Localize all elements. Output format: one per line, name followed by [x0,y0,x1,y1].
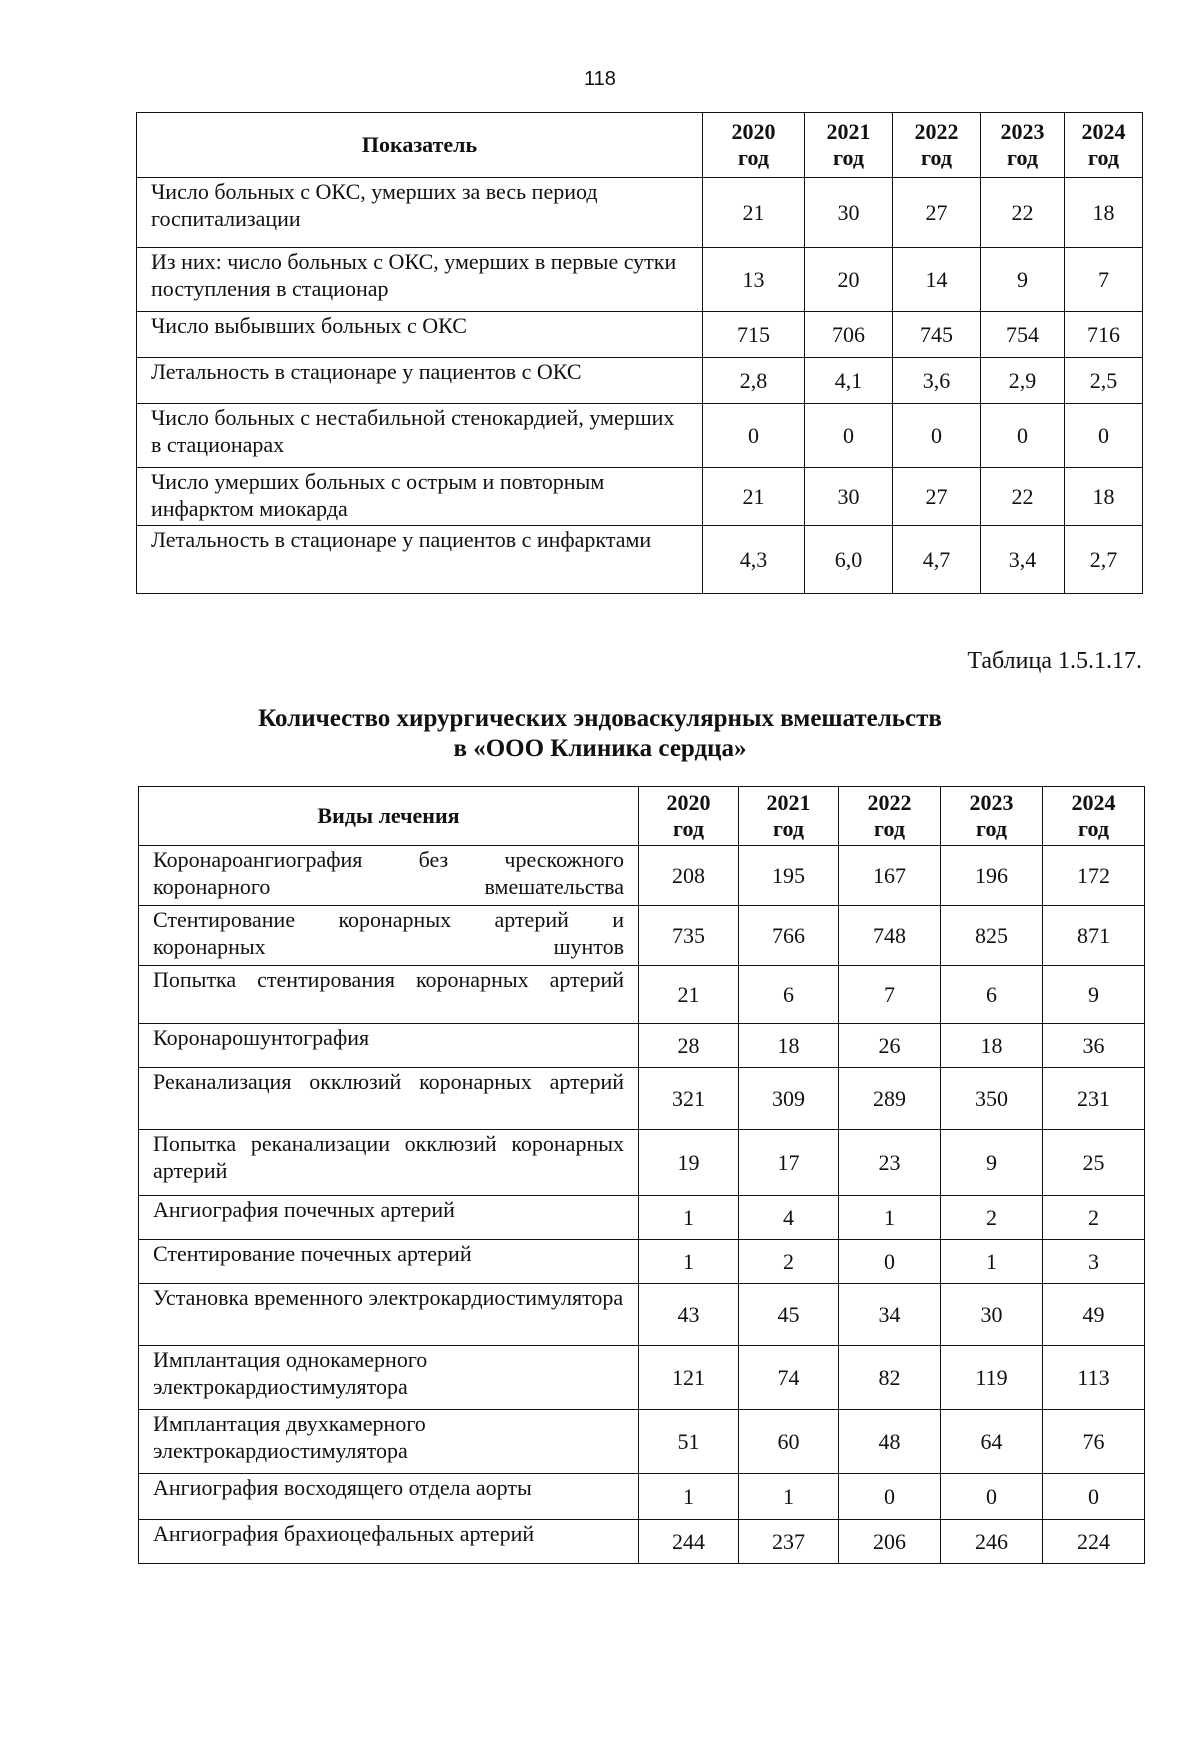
cell-value: 22 [981,178,1065,248]
table-row [139,1474,1145,1520]
table-row [139,1284,1145,1346]
cell-value: 18 [941,1024,1043,1068]
cell-value: 19 [639,1130,739,1196]
cell-value: 22 [981,468,1065,526]
cell-value: 0 [981,404,1065,468]
cell-value: 9 [981,248,1065,312]
header-year: 2023 год [981,113,1065,178]
row-label: Ангиография восходящего отдела аорты [139,1474,639,1520]
header-year: 2024 год [1065,113,1143,178]
row-label: Число выбывших больных с ОКС [137,312,703,358]
row-label: Летальность в стационаре у пациентов с инфарктами [137,526,703,594]
cell-value: 231 [1043,1068,1145,1130]
table-row [137,178,1143,248]
cell-value: 735 [639,906,739,966]
cell-value: 350 [941,1068,1043,1130]
cell-value: 0 [839,1474,941,1520]
cell-value: 119 [941,1346,1043,1410]
table-row [139,1346,1145,1410]
cell-value: 121 [639,1346,739,1410]
cell-value: 1 [639,1196,739,1240]
cell-value: 18 [1065,178,1143,248]
table-row [137,404,1143,468]
cell-value: 0 [805,404,893,468]
cell-value: 4,1 [805,358,893,404]
cell-value: 82 [839,1346,941,1410]
table-row [139,906,1145,966]
cell-value: 208 [639,846,739,906]
table-header-row [139,787,1145,846]
cell-value: 0 [703,404,805,468]
cell-value: 113 [1043,1346,1145,1410]
table-row [139,1024,1145,1068]
row-label: Из них: число больных с ОКС, умерших в первые сутки поступления в стационар [137,248,703,312]
cell-value: 206 [839,1520,941,1564]
cell-value: 7 [1065,248,1143,312]
cell-value: 60 [739,1410,839,1474]
row-label: Стентирование почечных артерий [139,1240,639,1284]
cell-value: 30 [805,468,893,526]
cell-value: 224 [1043,1520,1145,1564]
table-row [139,1240,1145,1284]
cell-value: 20 [805,248,893,312]
cell-value: 289 [839,1068,941,1130]
cell-value: 0 [893,404,981,468]
cell-value: 74 [739,1346,839,1410]
cell-value: 28 [639,1024,739,1068]
table-row [139,1130,1145,1196]
row-label: Попытка стентирования коронарных артерий [139,966,639,1024]
cell-value: 4,3 [703,526,805,594]
cell-value: 1 [639,1474,739,1520]
header-year: 2020 год [639,787,739,846]
table-row [139,1520,1145,1564]
header-year: 2023 год [941,787,1043,846]
cell-value: 3 [1043,1240,1145,1284]
cell-value: 715 [703,312,805,358]
cell-value: 25 [1043,1130,1145,1196]
cell-value: 51 [639,1410,739,1474]
cell-value: 1 [639,1240,739,1284]
cell-value: 2,8 [703,358,805,404]
page-number: 118 [584,68,616,90]
table-row [139,1410,1145,1474]
table-row [139,966,1145,1024]
table-header-row [137,113,1143,178]
row-label: Число умерших больных с острым и повторным инфарктом миокарда [137,468,703,526]
table-row [139,1068,1145,1130]
row-label: Установка временного электрокардиостимулятора [139,1284,639,1346]
cell-value: 309 [739,1068,839,1130]
cell-value: 3,6 [893,358,981,404]
table-row [137,312,1143,358]
table-row [137,358,1143,404]
cell-value: 18 [1065,468,1143,526]
row-label: Число больных с нестабильной стенокардией, умерших в стационарах [137,404,703,468]
row-label: Ангиография почечных артерий [139,1196,639,1240]
cell-value: 6 [739,966,839,1024]
cell-value: 2,5 [1065,358,1143,404]
cell-value: 172 [1043,846,1145,906]
row-label: Коронарошунтография [139,1024,639,1068]
cell-value: 49 [1043,1284,1145,1346]
cell-value: 2 [941,1196,1043,1240]
row-label: Стентирование коронарных артерий и коронарных шунтов [139,906,639,966]
cell-value: 9 [1043,966,1145,1024]
header-year: 2022 год [893,113,981,178]
row-label: Число больных с ОКС, умерших за весь период госпитализации [137,178,703,248]
cell-value: 2 [1043,1196,1145,1240]
cell-value: 14 [893,248,981,312]
cell-value: 1 [739,1474,839,1520]
cell-value: 30 [941,1284,1043,1346]
cell-value: 43 [639,1284,739,1346]
table-row [139,846,1145,906]
cell-value: 3,4 [981,526,1065,594]
table-row [139,1196,1145,1240]
cell-value: 766 [739,906,839,966]
header-year: 2022 год [839,787,941,846]
cell-value: 7 [839,966,941,1024]
header-year: 2021 год [805,113,893,178]
table-row [137,526,1143,594]
cell-value: 27 [893,178,981,248]
cell-value: 17 [739,1130,839,1196]
header-year: 2021 год [739,787,839,846]
row-label: Попытка реканализации окклюзий коронарных артерий [139,1130,639,1196]
cell-value: 6,0 [805,526,893,594]
cell-value: 45 [739,1284,839,1346]
cell-value: 4 [739,1196,839,1240]
cell-value: 716 [1065,312,1143,358]
row-label: Коронароангиография без чрескожного коронарного вмешательства [139,846,639,906]
cell-value: 244 [639,1520,739,1564]
cell-value: 21 [703,468,805,526]
cell-value: 167 [839,846,941,906]
cell-value: 21 [703,178,805,248]
cell-value: 748 [839,906,941,966]
cell-value: 34 [839,1284,941,1346]
cell-value: 321 [639,1068,739,1130]
cell-value: 26 [839,1024,941,1068]
cell-value: 237 [739,1520,839,1564]
cell-value: 0 [941,1474,1043,1520]
cell-value: 76 [1043,1410,1145,1474]
cell-value: 825 [941,906,1043,966]
cell-value: 2 [739,1240,839,1284]
cell-value: 0 [839,1240,941,1284]
table-row [137,248,1143,312]
cell-value: 48 [839,1410,941,1474]
cell-value: 27 [893,468,981,526]
mortality-table [136,112,1143,594]
cell-value: 18 [739,1024,839,1068]
row-label: Ангиография брахиоцефальных артерий [139,1520,639,1564]
row-label: Имплантация двухкамерного электрокардиостимулятора [139,1410,639,1474]
cell-value: 9 [941,1130,1043,1196]
cell-value: 13 [703,248,805,312]
cell-value: 0 [1043,1474,1145,1520]
header-indicator: Показатель [137,113,703,178]
header-treatment-type: Виды лечения [139,787,639,846]
cell-value: 30 [805,178,893,248]
cell-value: 4,7 [893,526,981,594]
cell-value: 23 [839,1130,941,1196]
row-label: Летальность в стационаре у пациентов с ОКС [137,358,703,404]
cell-value: 21 [639,966,739,1024]
interventions-table [138,786,1145,1564]
cell-value: 2,9 [981,358,1065,404]
cell-value: 2,7 [1065,526,1143,594]
table-caption: Таблица 1.5.1.17. [967,648,1142,674]
cell-value: 706 [805,312,893,358]
cell-value: 1 [941,1240,1043,1284]
cell-value: 196 [941,846,1043,906]
cell-value: 195 [739,846,839,906]
cell-value: 246 [941,1520,1043,1564]
table-row [137,468,1143,526]
cell-value: 64 [941,1410,1043,1474]
cell-value: 871 [1043,906,1145,966]
cell-value: 745 [893,312,981,358]
table-title: Количество хирургических эндоваскулярных вмешательств в «ООО Клиника сердца» [258,705,942,762]
cell-value: 36 [1043,1024,1145,1068]
cell-value: 6 [941,966,1043,1024]
cell-value: 0 [1065,404,1143,468]
cell-value: 754 [981,312,1065,358]
header-year: 2020 год [703,113,805,178]
header-year: 2024 год [1043,787,1145,846]
row-label: Имплантация однокамерного электрокардиостимулятора [139,1346,639,1410]
row-label: Реканализация окклюзий коронарных артерий [139,1068,639,1130]
cell-value: 1 [839,1196,941,1240]
